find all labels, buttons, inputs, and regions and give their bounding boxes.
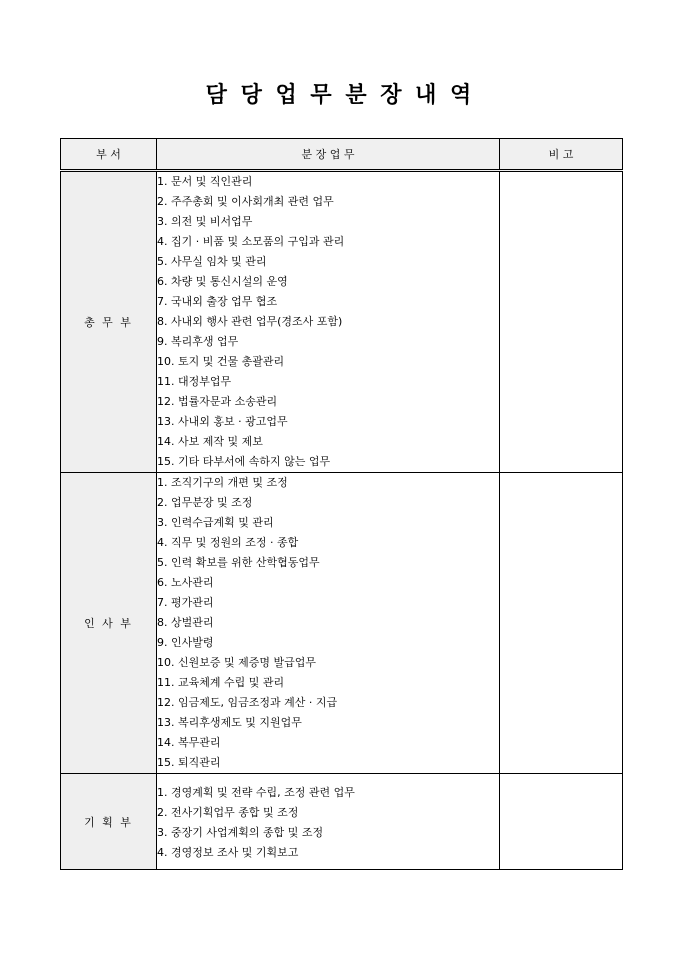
duty-item: 15. 기타 타부서에 속하지 않는 업무 [157,455,331,468]
duty-item: 6. 노사관리 [157,576,214,589]
duty-list [157,783,499,863]
department-cell: 총 무 부 [61,171,157,473]
duty-item: 7. 평가관리 [157,596,214,609]
duty-item: 1. 문서 및 직인관리 [157,175,253,188]
duty-list [157,473,499,773]
header-duties: 분 장 업 무 [157,139,500,171]
duties-cell [157,473,500,774]
duty-list [157,172,499,472]
duty-item: 5. 사무실 임차 및 관리 [157,255,267,268]
duty-item: 13. 사내외 홍보 · 광고업무 [157,415,288,428]
document-title: 담 당 업 무 분 장 내 역 [205,82,475,108]
duty-item: 4. 경영정보 조사 및 기획보고 [157,846,299,859]
table-row [61,171,623,473]
remarks-cell [500,171,623,473]
header-department: 부 서 [61,139,157,171]
duty-item: 8. 상벌관리 [157,616,214,629]
duty-item: 2. 전사기획업무 종합 및 조정 [157,806,299,819]
duty-item: 15. 퇴직관리 [157,756,221,769]
duty-item: 9. 인사발령 [157,636,214,649]
duty-item: 12. 법률자문과 소송관리 [157,395,278,408]
duty-item: 7. 국내외 출장 업무 협조 [157,295,278,308]
table-body [61,171,623,870]
duty-item: 6. 차량 및 통신시설의 운영 [157,275,288,288]
duties-cell [157,171,500,473]
duty-item: 8. 사내외 행사 관련 업무(경조사 포함) [157,315,343,328]
duty-item: 3. 의전 및 비서업무 [157,215,253,228]
duty-item: 14. 사보 제작 및 제보 [157,435,263,448]
duty-item: 11. 교육체계 수립 및 관리 [157,676,285,689]
duty-item: 3. 인력수급계획 및 관리 [157,516,274,529]
duty-item: 4. 직무 및 정원의 조정 · 종합 [157,536,299,549]
table-header-row [61,139,623,171]
remarks-cell [500,774,623,870]
duty-item: 11. 대정부업무 [157,375,232,388]
department-cell: 인 사 부 [61,473,157,774]
duty-item: 2. 주주총회 및 이사회개최 관련 업무 [157,195,334,208]
duty-item: 2. 업무분장 및 조정 [157,496,253,509]
duty-item: 9. 복리후생 업무 [157,335,239,348]
duty-item: 5. 인력 확보를 위한 산학협동업무 [157,556,320,569]
duty-item: 1. 경영계획 및 전략 수립, 조정 관련 업무 [157,786,355,799]
duty-item: 13. 복리후생제도 및 지원업무 [157,716,302,729]
duty-item: 10. 신원보증 및 제증명 발급업무 [157,656,316,669]
duty-table [60,138,623,870]
remarks-cell [500,473,623,774]
duty-item: 1. 조직기구의 개편 및 조정 [157,476,288,489]
duty-item: 3. 중장기 사업계획의 종합 및 조정 [157,826,324,839]
duty-item: 12. 임금제도, 임금조정과 계산 · 지급 [157,696,338,709]
duty-item: 4. 집기 · 비품 및 소모품의 구입과 관리 [157,235,345,248]
department-cell: 기 획 부 [61,774,157,870]
table-row [61,774,623,870]
duty-item: 10. 토지 및 건물 총괄관리 [157,355,285,368]
duties-cell [157,774,500,870]
duty-item: 14. 복무관리 [157,736,221,749]
table-row [61,473,623,774]
header-remarks: 비 고 [500,139,623,171]
